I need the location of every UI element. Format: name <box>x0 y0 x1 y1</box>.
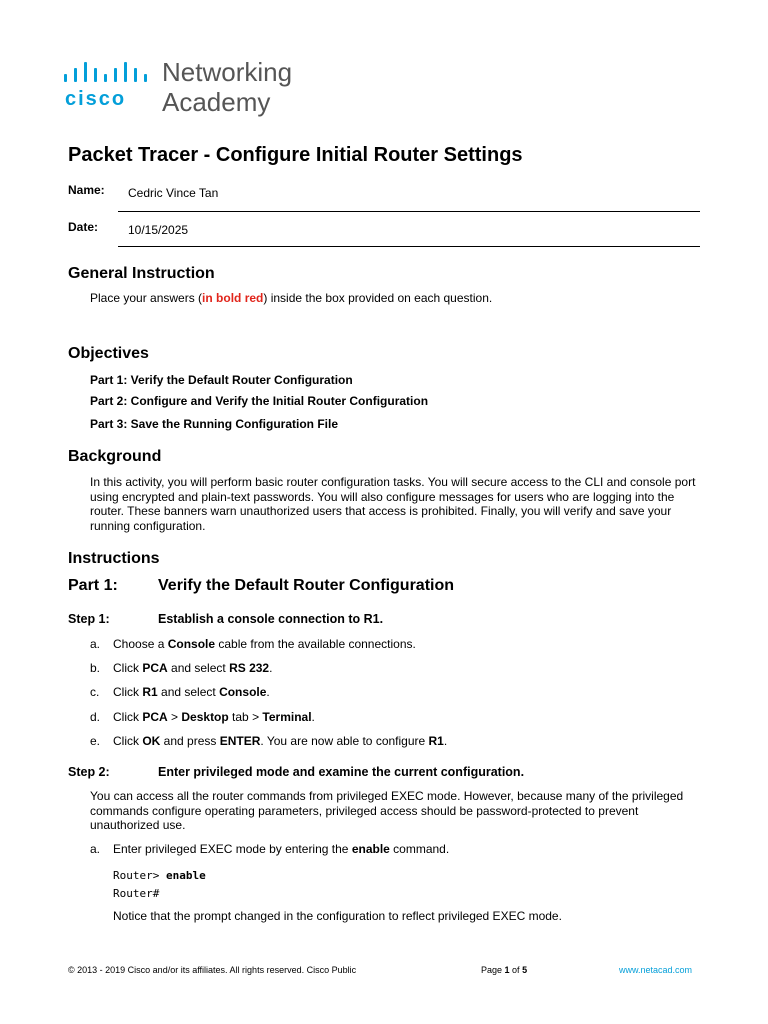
code-line-2: Router# <box>113 887 160 900</box>
objective-part1: Part 1: Verify the Default Router Configuration <box>90 373 353 387</box>
footer-page-number: Page 1 of 5 <box>481 965 528 975</box>
cisco-networking-academy-logo <box>64 57 304 120</box>
part1-heading: Part 1: Verify the Default Router Configuration <box>68 577 455 594</box>
background-heading: Background <box>68 448 162 465</box>
step1-heading: Step 1: Establish a console connection to R1. <box>68 612 384 626</box>
name-underline <box>118 211 700 212</box>
objective-part3: Part 3: Save the Running Configuration File <box>90 417 339 431</box>
logo-line-academy: Academy <box>162 87 271 117</box>
step1-item-d: d. Click PCA > Desktop tab > Terminal. <box>90 710 315 724</box>
step2-item-a: a. Enter privileged EXEC mode by entering the enable command. <box>90 842 450 856</box>
objectives-heading: Objectives <box>68 345 149 362</box>
name-value[interactable]: Cedric Vince Tan <box>128 186 219 200</box>
page-title: Packet Tracer - Configure Initial Router Settings <box>68 144 523 166</box>
step2-heading: Step 2: Enter privileged mode and examine the current configuration. <box>68 765 525 779</box>
footer-copyright: © 2013 - 2019 Cisco and/or its affiliates. All rights reserved. Cisco Public <box>68 965 357 975</box>
date-underline <box>118 246 700 247</box>
logo-line-networking: Networking <box>162 57 293 87</box>
general-instruction-text: Place your answers (in bold red) inside the box provided on each question. <box>90 291 493 305</box>
date-value[interactable]: 10/15/2025 <box>128 223 189 237</box>
footer-netacad-link[interactable]: www.netacad.com <box>619 965 693 975</box>
cisco-wordmark: cisco <box>65 88 127 110</box>
objective-part2: Part 2: Configure and Verify the Initial Router Configuration <box>90 394 429 408</box>
note-text: Notice that the prompt changed in the configuration to reflect privileged EXEC mode. <box>113 909 562 923</box>
bold-red-highlight: in bold red <box>202 291 264 305</box>
background-text: In this activity, you will perform basic router configuration tasks. You will secure access to the CLI and console port using encrypted and plain-text passwords. You will also configure messages for users who are logging into the router. These banners warn unauthorized users that access is prohibited. Finally, you will verify and save your running configuration. <box>90 475 696 533</box>
instructions-heading: Instructions <box>68 550 160 567</box>
code-line-1: Router> enable <box>113 869 206 882</box>
step1-item-e: e. Click OK and press ENTER. You are now able to configure R1. <box>90 734 448 748</box>
step1-item-c: c. Click R1 and select Console. <box>90 685 270 699</box>
general-instruction-heading: General Instruction <box>68 265 215 282</box>
enable-command: enable <box>165 869 206 882</box>
step1-item-a: a. Choose a Console cable from the available connections. <box>90 637 416 651</box>
name-label: Name: <box>68 183 105 197</box>
step1-item-b: b. Click PCA and select RS 232. <box>90 661 273 675</box>
date-label: Date: <box>68 220 99 234</box>
step2-text: You can access all the router commands from privileged EXEC mode. However, because many of the privileged commands configure operating parameters, privileged access should be password-protected to prevent unauthorized use. <box>90 789 684 832</box>
cisco-bars-icon <box>64 60 154 82</box>
